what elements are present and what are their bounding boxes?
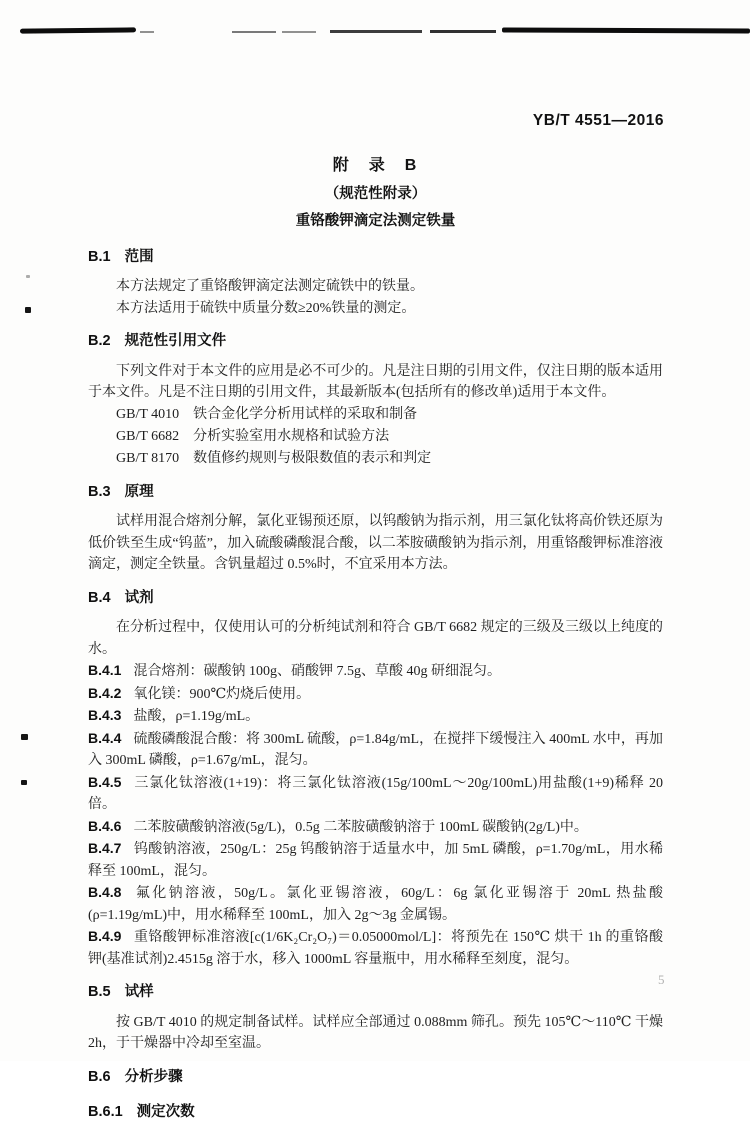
section-heading-b3 — [88, 482, 663, 504]
reagent-item — [88, 705, 663, 728]
reagent-item — [88, 926, 663, 970]
reagent-item — [88, 728, 663, 772]
section-number: B.1 — [88, 248, 111, 265]
section-heading-b1 — [88, 247, 663, 269]
item-text: 氟化钠溶液，50g/L。氯化亚锡溶液，60g/L：6g 氯化亚锡溶于 20mL 热盐酸(ρ=1.19g/mL)中，用水稀释至 100mL，加入 2g～3g 金属锡。 — [88, 886, 663, 923]
section-heading-b5 — [88, 982, 663, 1004]
item-number: B.4.1 — [88, 662, 122, 678]
item-text: 重铬酸钾标准溶液[c(1/6K₂Cr₂O₇)＝0.05000mol/L]：将预先在 150℃ 烘干 1h 的重铬酸钾(基准试剂)2.4515g 溶于水，移入 1000mL 容量瓶中，用水稀释至刻度，混匀。 — [88, 930, 663, 967]
standard-number: YB/T 4551—2016 — [532, 112, 664, 129]
reagent-item — [88, 683, 663, 706]
item-number: B.4.2 — [88, 684, 122, 701]
reference-item: GB/T 6682 分析实验室用水规格和试验方法 — [116, 428, 390, 444]
paragraph: 在分析过程中，仅使用认可的分析纯试剂和符合 GB/T 6682 规定的三级及三级以上纯度的水。 — [88, 620, 663, 657]
item-number: B.4.6 — [88, 817, 122, 834]
scan-speck — [26, 275, 30, 278]
reference-item: GB/T 8170 数值修约规则与极限数值的表示和判定 — [116, 450, 432, 466]
scan-edge-line — [20, 27, 136, 33]
section-title: 测定次数 — [136, 1104, 195, 1120]
reagent-item — [88, 816, 663, 839]
section-heading-b6-1 — [88, 1102, 663, 1124]
reagent-list — [88, 660, 663, 970]
item-text: 混合熔剂：碳酸钠 100g、硝酸钾 7.5g、草酸 40g 研细混匀。 — [133, 664, 501, 679]
section-title: 原理 — [124, 483, 154, 500]
appendix-subtitle: （规范性附录） — [324, 185, 427, 202]
item-text: 氧化镁：900℃灼烧后使用。 — [133, 686, 311, 702]
scan-edge-line — [282, 31, 316, 33]
paragraph: 本方法适用于硫铁中质量分数≥20%铁量的测定。 — [116, 300, 416, 316]
section-number: B.5 — [88, 984, 111, 1000]
section-title: 分析步骤 — [124, 1068, 183, 1085]
page-number: 5 — [658, 972, 665, 987]
item-text: 钨酸钠溶液，250g/L：25g 钨酸钠溶于适量水中，加 5mL 磷酸，ρ=1.70g/mL，用水稀释至 100mL，混匀。 — [88, 842, 663, 879]
scan-edge-line — [330, 30, 422, 33]
section-number: B.2 — [88, 333, 111, 349]
section-title: 规范性引用文件 — [124, 333, 227, 349]
document-body — [88, 155, 663, 1132]
scan-speck — [21, 780, 27, 785]
item-text: 盐酸，ρ=1.19g/mL。 — [133, 709, 260, 724]
item-number: B.4.3 — [88, 707, 122, 723]
section-title: 范围 — [124, 248, 154, 265]
section-number: B.3 — [88, 483, 111, 500]
section-number: B.6 — [88, 1068, 111, 1085]
section-number: B.4 — [88, 589, 111, 606]
scan-edge-line — [430, 30, 496, 33]
section-title: 试剂 — [124, 589, 154, 606]
appendix-title-block — [88, 155, 663, 233]
section-title: 试样 — [124, 984, 154, 1000]
item-number: B.4.9 — [88, 928, 122, 944]
item-text: 硫酸磷酸混合酸：将 300mL 硫酸，ρ=1.84g/mL，在搅拌下缓慢注入 400mL 水中，再加入 300mL 磷酸，ρ=1.67g/mL，混匀。 — [88, 731, 663, 768]
reference-item: GB/T 4010 铁合金化学分析用试样的采取和制备 — [116, 406, 418, 422]
scan-speck — [21, 734, 28, 740]
reagent-item — [88, 838, 663, 882]
scan-edge-line — [140, 31, 154, 33]
scan-speck — [25, 307, 31, 313]
item-number: B.4.8 — [88, 884, 122, 900]
item-number: B.4.7 — [88, 840, 122, 856]
appendix-title: 重铬酸钾滴定法测定铁量 — [295, 213, 456, 229]
section-heading-b2 — [88, 331, 663, 353]
item-number: B.4.5 — [88, 773, 122, 790]
reagent-item — [88, 772, 663, 816]
reagent-item — [88, 660, 663, 683]
scan-edge-line — [502, 27, 750, 33]
item-number: B.4.4 — [88, 729, 122, 746]
scan-edge-line — [232, 31, 276, 33]
item-text: 二苯胺磺酸钠溶液(5g/L)，0.5g 二苯胺磺酸钠溶于 100mL 碳酸钠(2g/L)中。 — [133, 819, 588, 835]
reagent-item — [88, 882, 663, 926]
section-heading-b6 — [88, 1067, 663, 1089]
paragraph: 下列文件对于本文件的应用是必不可少的。凡是注日期的引用文件，仅注日期的版本适用于本文件。凡是不注日期的引用文件，其最新版本(包括所有的修改单)适用于本文件。 — [88, 363, 663, 400]
normative-references-list — [88, 404, 663, 470]
paragraph: 本方法规定了重铬酸钾滴定法测定硫铁中的铁量。 — [116, 279, 424, 294]
section-heading-b4 — [88, 588, 663, 610]
paragraph: 按 GB/T 4010 的规定制备试样。试样应全部通过 0.088mm 筛孔。预先 105℃～110℃ 干燥 2h，于干燥器中冷却至室温。 — [88, 1014, 663, 1051]
paragraph: 试样用混合熔剂分解，氯化亚锡预还原，以钨酸钠为指示剂，用三氯化钛将高价铁还原为低价铁至生成“钨蓝”，加入硫酸磷酸混合酸，以二苯胺磺酸钠为指示剂，用重铬酸钾标准溶液滴定，测定全铁量。含钒量超过 0.5%时，不宜采用本方法。 — [88, 514, 663, 572]
appendix-label: 附 录 B — [332, 157, 419, 174]
section-number: B.6.1 — [88, 1104, 123, 1120]
item-text: 三氯化钛溶液(1+19)：将三氯化钛溶液(15g/100mL～20g/100mL)用盐酸(1+9)稀释 20 倍。 — [88, 775, 663, 812]
